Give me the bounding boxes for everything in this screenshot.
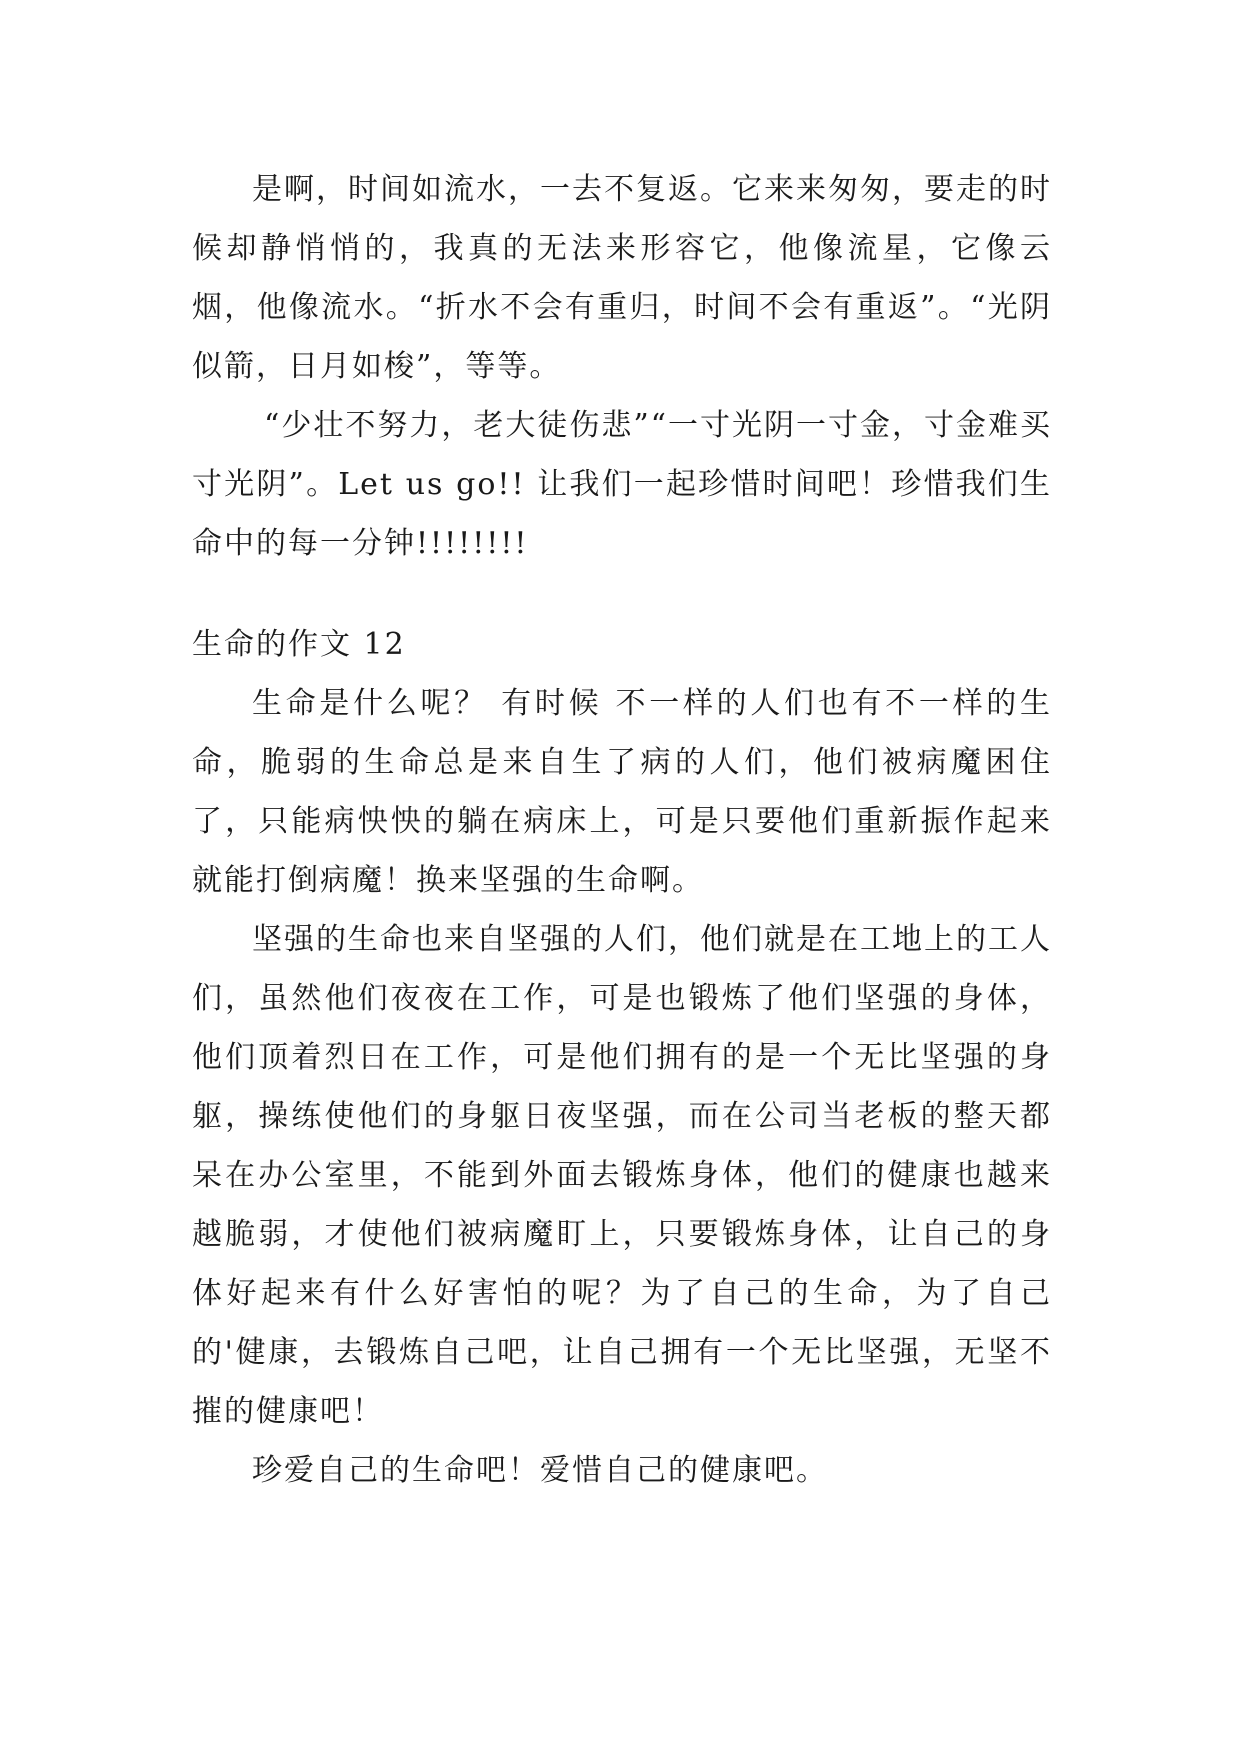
paragraph: “少壮不努力，老大徒伤悲”“一寸光阴一寸金，寸金难买寸光阴”。Let us go!! 让我们一起珍惜时间吧！珍惜我们生命中的每一分钟!!!!!!!! (192, 408, 1053, 561)
paragraph: 坚强的生命也来自坚强的人们，他们就是在工地上的工人们，虽然他们夜夜在工作，可是也锻炼了他们坚强的身体，他们顶着烈日在工作，可是他们拥有的是一个无比坚强的身躯，操练使他们的身躯日夜坚强，而在公司当老板的整天都呆在办公室里，不能到外面去锻炼身体，他们的健康也越来越脆弱，才使他们被病魔盯上，只要锻炼身体，让自己的身体好起来有什么好害怕的呢？为了自己的生命，为了自己的'健康，去锻炼自己吧，让自己拥有一个无比坚强，无坚不摧的健康吧！ (192, 922, 1052, 1429)
paragraph: 生命是什么呢？ 有时候 不一样的人们也有不一样的生命，脆弱的生命总是来自生了病的人们，他们被病魔困住了，只能病怏怏的躺在病床上，可是只要他们重新振作起来就能打倒病魔！换来坚强的生命啊。 (192, 686, 1052, 898)
paragraph: 是啊，时间如流水，一去不复返。它来来匆匆，要走的时候却静悄悄的，我真的无法来形容它，他像流星，它像云烟，他像流水。“折水不会有重归，时间不会有重返”。“光阴似箭，日月如梭”，等等。 (192, 172, 1052, 384)
document-body (192, 160, 1052, 1500)
paragraph: 珍爱自己的生命吧！爱惜自己的健康吧。 (252, 1453, 828, 1488)
essay-title: 生命的作文 12 (192, 627, 406, 662)
